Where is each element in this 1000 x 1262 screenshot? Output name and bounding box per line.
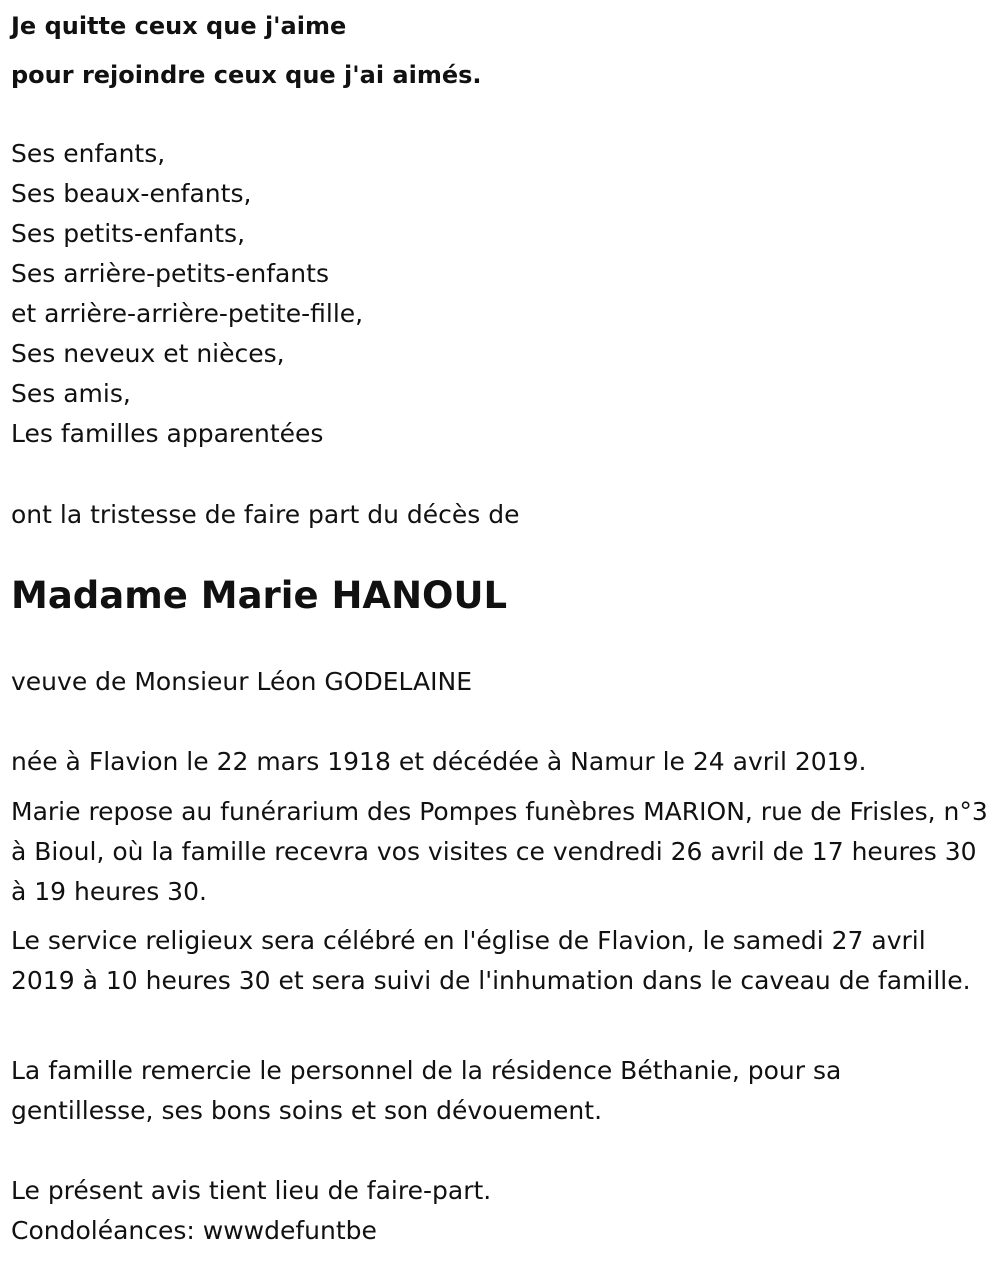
family-line: Ses arrière-petits-enfants	[11, 259, 329, 288]
epigraph-line-2: pour rejoindre ceux que j'ai aimés.	[11, 61, 482, 89]
family-line: Ses petits-enfants,	[11, 219, 246, 248]
visitation-paragraph: Marie repose au funérarium des Pompes funèbres MARION, rue de Frisles, n°3 à Bioul, où la famille recevra vos visites ce vendredi 26 avril de 17 heures 30 à 19 heures 30.	[11, 797, 988, 906]
thanks-paragraph: La famille remercie le personnel de la résidence Béthanie, pour sa gentillesse, ses bons soins et son dévouement.	[11, 1056, 842, 1125]
deceased-name: Madame Marie HANOUL	[11, 574, 508, 617]
family-line: Ses beaux-enfants,	[11, 179, 252, 208]
family-line: Les familles apparentées	[11, 419, 324, 448]
birth-death-dates: née à Flavion le 22 mars 1918 et décédée à Namur le 24 avril 2019.	[11, 747, 867, 776]
announcement-text: ont la tristesse de faire part du décès de	[11, 500, 520, 529]
epigraph-line-1: Je quitte ceux que j'aime	[11, 12, 347, 40]
family-line: Ses amis,	[11, 379, 131, 408]
spouse-line: veuve de Monsieur Léon GODELAINE	[11, 667, 472, 696]
family-line: Ses neveux et nièces,	[11, 339, 285, 368]
service-paragraph: Le service religieux sera célébré en l'église de Flavion, le samedi 27 avril 2019 à 10 heures 30 et sera suivi de l'inhumation dans le caveau de famille.	[11, 926, 971, 995]
family-line: et arrière-arrière-petite-fille,	[11, 299, 364, 328]
faire-part-notice: Le présent avis tient lieu de faire-part.	[11, 1176, 492, 1205]
condolences-line: Condoléances: wwwdefuntbe	[11, 1216, 377, 1245]
family-line: Ses enfants,	[11, 139, 166, 168]
